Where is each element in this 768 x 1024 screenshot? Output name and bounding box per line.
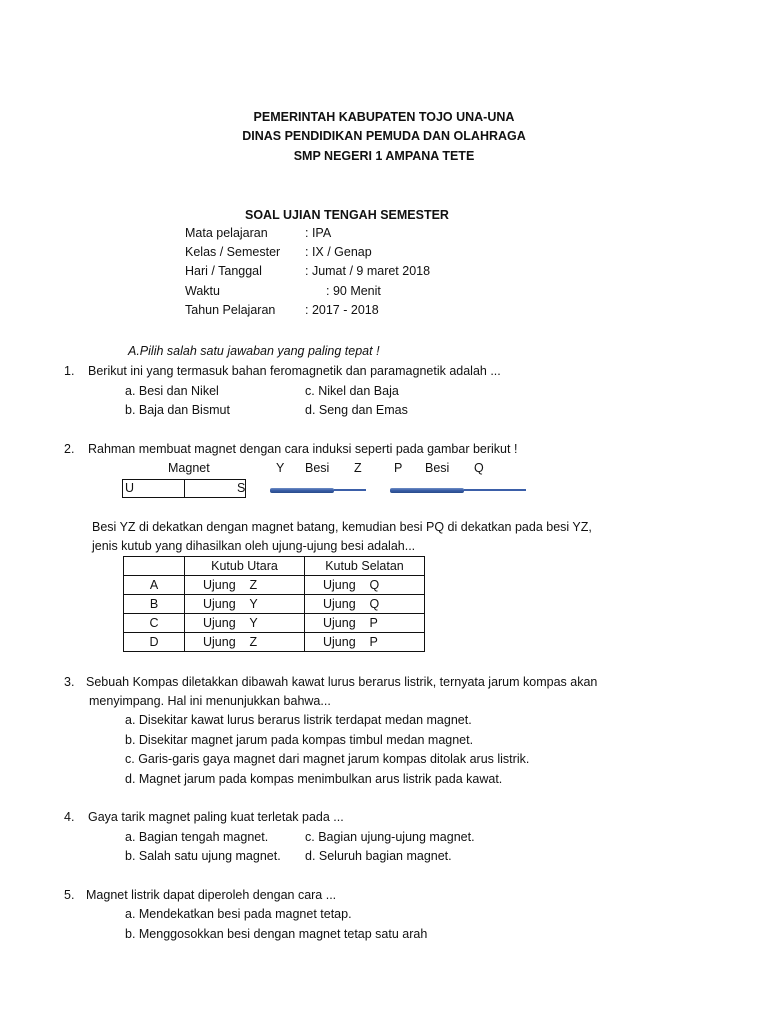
option-d: d. Magnet jarum pada kompas menimbulkan arus listrik pada kawat. bbox=[125, 772, 503, 786]
table-cell: Ujung Z bbox=[185, 633, 305, 652]
question-number: 1. bbox=[64, 364, 75, 378]
table-cell: A bbox=[124, 576, 185, 595]
exam-title: SOAL UJIAN TENGAH SEMESTER bbox=[245, 208, 449, 222]
table-header: Kutub Selatan bbox=[305, 557, 425, 576]
info-value: : 90 Menit bbox=[326, 284, 381, 298]
table-cell: Ujung Q bbox=[305, 576, 425, 595]
section-instruction: A.Pilih salah satu jawaban yang paling tepat ! bbox=[128, 344, 380, 358]
question-text-3: jenis kutub yang dihasilkan oleh ujung-ujung besi adalah... bbox=[92, 539, 416, 553]
table-cell: B bbox=[124, 595, 185, 614]
info-value: : IPA bbox=[305, 226, 332, 240]
table-cell: Ujung Q bbox=[305, 595, 425, 614]
label-y: Y bbox=[276, 461, 285, 475]
option-c: c. Garis-garis gaya magnet dari magnet jarum kompas ditolak arus listrik. bbox=[125, 752, 530, 766]
header-line-2: DINAS PENDIDIKAN PEMUDA DAN OLAHRAGA bbox=[242, 129, 526, 143]
table-header: Kutub Utara bbox=[185, 557, 305, 576]
option-d: d. Seng dan Emas bbox=[305, 403, 408, 417]
label-besi-yz: Besi bbox=[305, 461, 330, 475]
option-c: c. Nikel dan Baja bbox=[305, 384, 399, 398]
info-label: Hari / Tanggal bbox=[185, 264, 262, 278]
question-text-2: menyimpang. Hal ini menunjukkan bahwa... bbox=[89, 694, 331, 708]
option-b: b. Menggosokkan besi dengan magnet tetap satu arah bbox=[125, 927, 428, 941]
table-row bbox=[124, 576, 425, 595]
header-line-3: SMP NEGERI 1 AMPANA TETE bbox=[293, 149, 475, 163]
table-cell: Ujung Y bbox=[185, 595, 305, 614]
question-text: Rahman membuat magnet dengan cara induksi seperti pada gambar berikut ! bbox=[88, 442, 518, 456]
option-b: b. Baja dan Bismut bbox=[125, 403, 230, 417]
table-cell: Ujung P bbox=[305, 633, 425, 652]
table-row bbox=[124, 595, 425, 614]
question-text-2: Besi YZ di dekatkan dengan magnet batang, kemudian besi PQ di dekatkan pada besi YZ, bbox=[92, 520, 592, 534]
info-label: Tahun Pelajaran bbox=[185, 303, 276, 317]
table-header bbox=[124, 557, 185, 576]
table-row bbox=[124, 633, 425, 652]
table-cell: D bbox=[124, 633, 185, 652]
question-number: 5. bbox=[64, 888, 75, 902]
pole-south: S bbox=[237, 481, 245, 495]
label-q: Q bbox=[474, 461, 484, 475]
table-cell: C bbox=[124, 614, 185, 633]
info-value: : IX / Genap bbox=[305, 245, 372, 259]
question-text: Magnet listrik dapat diperoleh dengan cara ... bbox=[86, 888, 337, 902]
table-cell: Ujung Z bbox=[185, 576, 305, 595]
label-besi-pq: Besi bbox=[425, 461, 450, 475]
iron-rod-pq bbox=[390, 488, 464, 493]
table-cell: Ujung P bbox=[305, 614, 425, 633]
header-line-1: PEMERINTAH KABUPATEN TOJO UNA-UNA bbox=[253, 110, 515, 124]
option-a: a. Disekitar kawat lurus berarus listrik terdapat medan magnet. bbox=[125, 713, 472, 727]
table-row bbox=[124, 614, 425, 633]
question-number: 3. bbox=[64, 675, 75, 689]
table-cell: Ujung Y bbox=[185, 614, 305, 633]
option-b: b. Disekitar magnet jarum pada kompas timbul medan magnet. bbox=[125, 733, 474, 747]
question-text: Sebuah Kompas diletakkan dibawah kawat lurus berarus listrik, ternyata jarum kompas akan bbox=[86, 675, 598, 689]
info-label: Mata pelajaran bbox=[185, 226, 268, 240]
option-a: a. Mendekatkan besi pada magnet tetap. bbox=[125, 907, 352, 921]
question-text: Berikut ini yang termasuk bahan feromagnetik dan paramagnetik adalah ... bbox=[88, 364, 501, 378]
info-value: : 2017 - 2018 bbox=[305, 303, 379, 317]
answer-table bbox=[123, 556, 425, 652]
option-b: b. Salah satu ujung magnet. bbox=[125, 849, 281, 863]
info-value: : Jumat / 9 maret 2018 bbox=[305, 264, 431, 278]
pole-north: U bbox=[125, 481, 135, 495]
option-a: a. Bagian tengah magnet. bbox=[125, 830, 269, 844]
label-p: P bbox=[394, 461, 403, 475]
info-label: Waktu bbox=[185, 284, 220, 298]
question-number: 2. bbox=[64, 442, 75, 456]
question-text: Gaya tarik magnet paling kuat terletak pada ... bbox=[88, 810, 344, 824]
option-d: d. Seluruh bagian magnet. bbox=[305, 849, 452, 863]
bar-magnet bbox=[122, 479, 246, 498]
iron-rod-yz bbox=[270, 488, 334, 493]
label-magnet: Magnet bbox=[168, 461, 210, 475]
label-z: Z bbox=[354, 461, 362, 475]
option-a: a. Besi dan Nikel bbox=[125, 384, 219, 398]
option-c: c. Bagian ujung-ujung magnet. bbox=[305, 830, 475, 844]
info-label: Kelas / Semester bbox=[185, 245, 281, 259]
table-header-row bbox=[124, 557, 425, 576]
question-number: 4. bbox=[64, 810, 75, 824]
